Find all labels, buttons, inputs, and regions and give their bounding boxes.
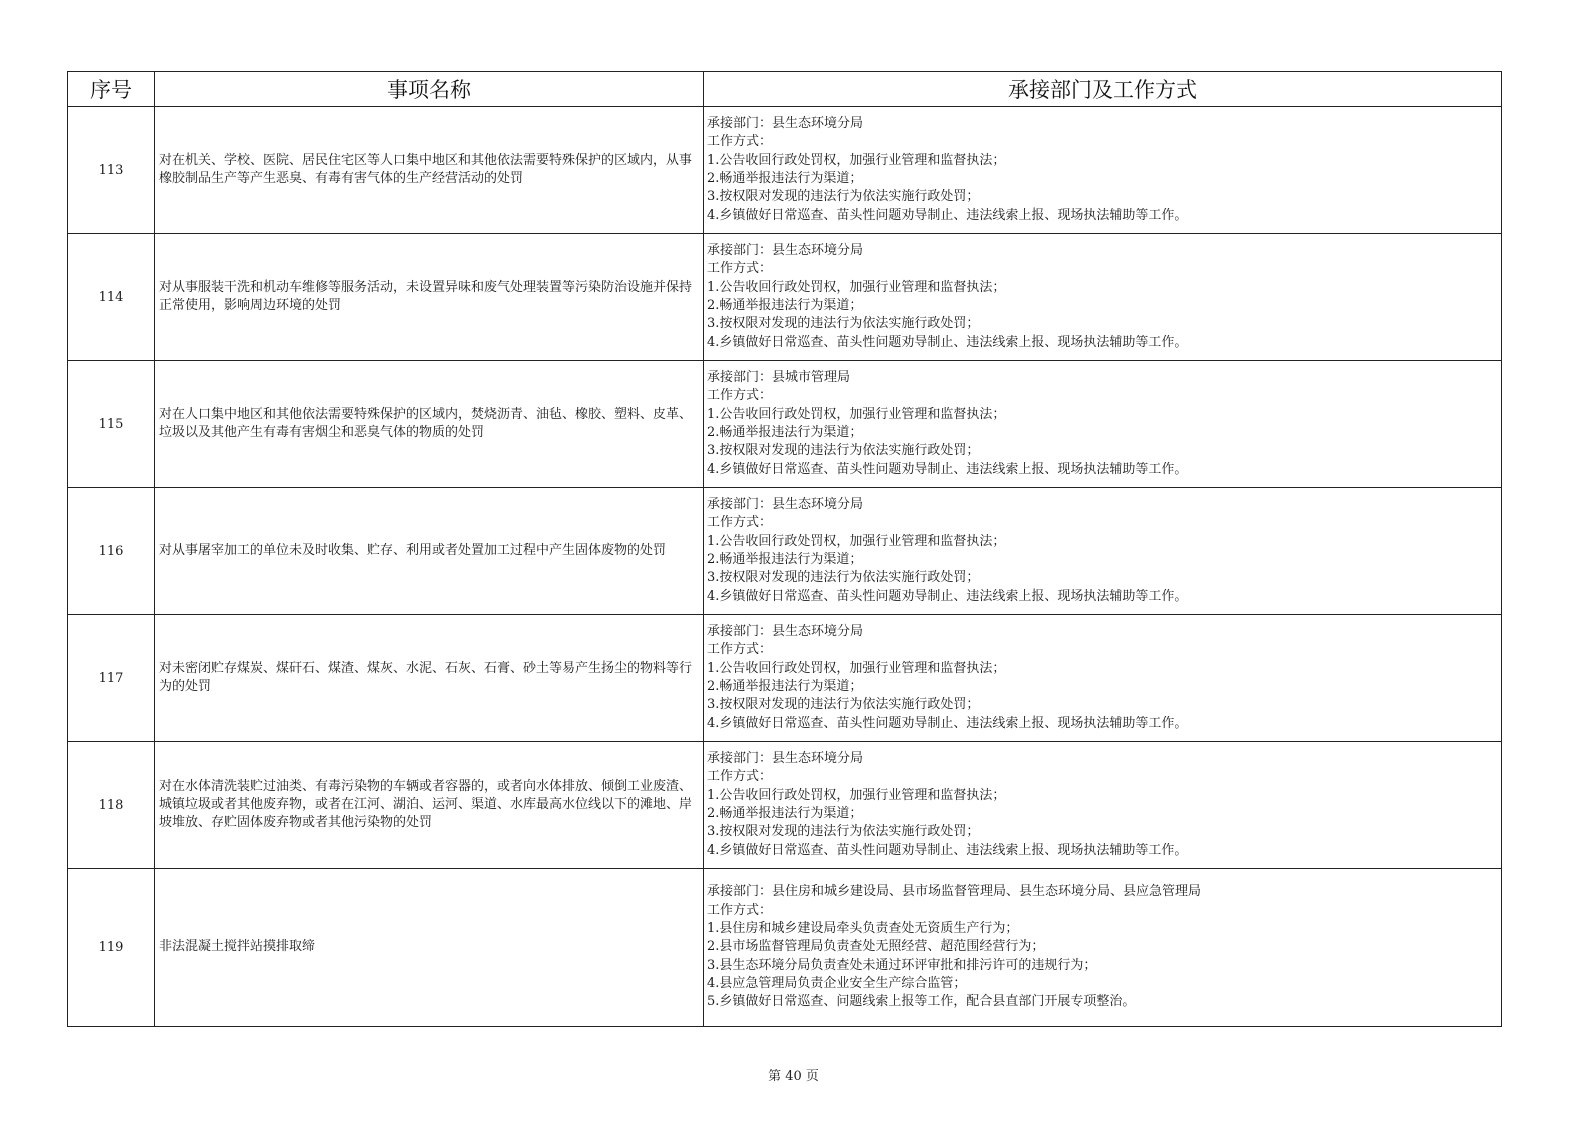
dept-line: 工作方式： — [707, 388, 773, 404]
dept-line: 4.乡镇做好日常巡查、苗头性问题劝导制止、违法线索上报、现场执法辅助等工作。 — [707, 715, 1188, 731]
item-name-cell: 对未密闭贮存煤炭、煤矸石、煤渣、煤灰、水泥、石灰、石膏、砂土等易产生扬尘的物料等行为的处罚 — [155, 615, 704, 742]
department-method-cell — [704, 234, 1502, 361]
dept-line: 工作方式： — [707, 902, 773, 918]
dept-line: 工作方式： — [707, 134, 773, 150]
dept-line: 工作方式： — [707, 515, 773, 531]
table-row — [68, 869, 1502, 1027]
serial-number-cell: 115 — [68, 361, 155, 488]
department-method-cell — [704, 615, 1502, 742]
dept-line: 4.乡镇做好日常巡查、苗头性问题劝导制止、违法线索上报、现场执法辅助等工作。 — [707, 588, 1188, 604]
item-name-cell: 对在机关、学校、医院、居民住宅区等人口集中地区和其他依法需要特殊保护的区域内，从事橡胶制品生产等产生恶臭、有毒有害气体的生产经营活动的处罚 — [155, 107, 704, 234]
item-name-cell: 对从事屠宰加工的单位未及时收集、贮存、利用或者处置加工过程中产生固体废物的处罚 — [155, 488, 704, 615]
dept-line: 3.按权限对发现的违法行为依法实施行政处罚； — [707, 316, 980, 332]
page-number: 第 40 页 — [768, 1069, 819, 1084]
dept-line: 2.畅通举报违法行为渠道； — [707, 171, 863, 186]
dept-line: 4.乡镇做好日常巡查、苗头性问题劝导制止、违法线索上报、现场执法辅助等工作。 — [707, 461, 1188, 477]
dept-line: 3.按权限对发现的违法行为依法实施行政处罚； — [707, 443, 980, 459]
item-name-cell: 对在水体清洗装贮过油类、有毒污染物的车辆或者容器的，或者向水体排放、倾倒工业废渣、城镇垃圾或者其他废弃物，或者在江河、湖泊、运河、渠道、水库最高水位线以下的滩地、岸坡堆放、存贮固体废弃物或者其他污染物的处罚 — [155, 742, 704, 869]
dept-line: 2.畅通举报违法行为渠道； — [707, 552, 863, 567]
table-row — [68, 107, 1502, 234]
dept-line: 3.按权限对发现的违法行为依法实施行政处罚； — [707, 824, 980, 840]
dept-line: 工作方式： — [707, 642, 773, 658]
dept-line: 3.按权限对发现的违法行为依法实施行政处罚； — [707, 189, 980, 205]
department-method-cell — [704, 488, 1502, 615]
items-table — [67, 71, 1502, 1027]
dept-line: 1.公告收回行政处罚权，加强行业管理和监督执法； — [707, 533, 1006, 549]
serial-number-cell: 118 — [68, 742, 155, 869]
dept-line: 3.按权限对发现的违法行为依法实施行政处罚； — [707, 570, 980, 586]
dept-line: 3.按权限对发现的违法行为依法实施行政处罚； — [707, 697, 980, 713]
dept-line: 1.公告收回行政处罚权，加强行业管理和监督执法； — [707, 152, 1006, 168]
serial-number-cell: 117 — [68, 615, 155, 742]
table-row — [68, 361, 1502, 488]
dept-line: 4.乡镇做好日常巡查、苗头性问题劝导制止、违法线索上报、现场执法辅助等工作。 — [707, 334, 1188, 350]
dept-line: 承接部门：县生态环境分局 — [707, 624, 864, 640]
dept-line: 工作方式： — [707, 261, 773, 277]
dept-line: 承接部门：县生态环境分局 — [707, 243, 864, 259]
dept-line: 1.公告收回行政处罚权，加强行业管理和监督执法； — [707, 660, 1006, 676]
serial-number-cell: 116 — [68, 488, 155, 615]
serial-number-cell: 113 — [68, 107, 155, 234]
dept-line: 1.公告收回行政处罚权，加强行业管理和监督执法； — [707, 787, 1006, 803]
table-row — [68, 488, 1502, 615]
dept-line: 工作方式： — [707, 769, 773, 785]
dept-line: 2.畅通举报违法行为渠道； — [707, 425, 863, 440]
dept-line: 5.乡镇做好日常巡查、问题线索上报等工作，配合县直部门开展专项整治。 — [707, 994, 1136, 1010]
dept-line: 2.畅通举报违法行为渠道； — [707, 298, 863, 313]
dept-line: 承接部门：县生态环境分局 — [707, 116, 864, 132]
item-name-cell: 对从事服装干洗和机动车维修等服务活动，未设置异味和废气处理装置等污染防治设施并保持正常使用，影响周边环境的处罚 — [155, 234, 704, 361]
department-method-cell — [704, 361, 1502, 488]
dept-line: 2.畅通举报违法行为渠道； — [707, 679, 863, 694]
serial-number-cell: 114 — [68, 234, 155, 361]
header-item-name: 事项名称 — [155, 72, 704, 107]
dept-line: 承接部门：县城市管理局 — [707, 370, 851, 386]
header-department-and-method: 承接部门及工作方式 — [704, 72, 1502, 107]
dept-line: 承接部门：县住房和城乡建设局、县市场监督管理局、县生态环境分局、县应急管理局 — [707, 884, 1202, 900]
dept-line: 3.县生态环境分局负责查处未通过环评审批和排污许可的违规行为； — [707, 957, 1097, 973]
dept-line: 2.县市场监督管理局负责查处无照经营、超范围经营行为； — [707, 939, 1045, 955]
department-method-cell — [704, 869, 1502, 1027]
dept-line: 承接部门：县生态环境分局 — [707, 497, 864, 513]
table-row — [68, 742, 1502, 869]
dept-line: 1.县住房和城乡建设局牵头负责查处无资质生产行为； — [707, 921, 1019, 937]
dept-line: 1.公告收回行政处罚权，加强行业管理和监督执法； — [707, 406, 1006, 422]
table-header-row — [68, 72, 1502, 107]
item-name-cell: 非法混凝土搅拌站摸排取缔 — [155, 869, 704, 1027]
table-row — [68, 234, 1502, 361]
serial-number-cell: 119 — [68, 869, 155, 1027]
dept-line: 4.县应急管理局负责企业安全生产综合监管； — [707, 975, 967, 991]
item-name-cell: 对在人口集中地区和其他依法需要特殊保护的区域内，焚烧沥青、油毡、橡胶、塑料、皮革、垃圾以及其他产生有毒有害烟尘和恶臭气体的物质的处罚 — [155, 361, 704, 488]
dept-line: 2.畅通举报违法行为渠道； — [707, 806, 863, 821]
dept-line: 4.乡镇做好日常巡查、苗头性问题劝导制止、违法线索上报、现场执法辅助等工作。 — [707, 207, 1188, 223]
department-method-cell — [704, 107, 1502, 234]
header-serial-number: 序号 — [68, 72, 155, 107]
table-row — [68, 615, 1502, 742]
department-method-cell — [704, 742, 1502, 869]
dept-line: 承接部门：县生态环境分局 — [707, 751, 864, 767]
dept-line: 1.公告收回行政处罚权，加强行业管理和监督执法； — [707, 279, 1006, 295]
dept-line: 4.乡镇做好日常巡查、苗头性问题劝导制止、违法线索上报、现场执法辅助等工作。 — [707, 842, 1188, 858]
